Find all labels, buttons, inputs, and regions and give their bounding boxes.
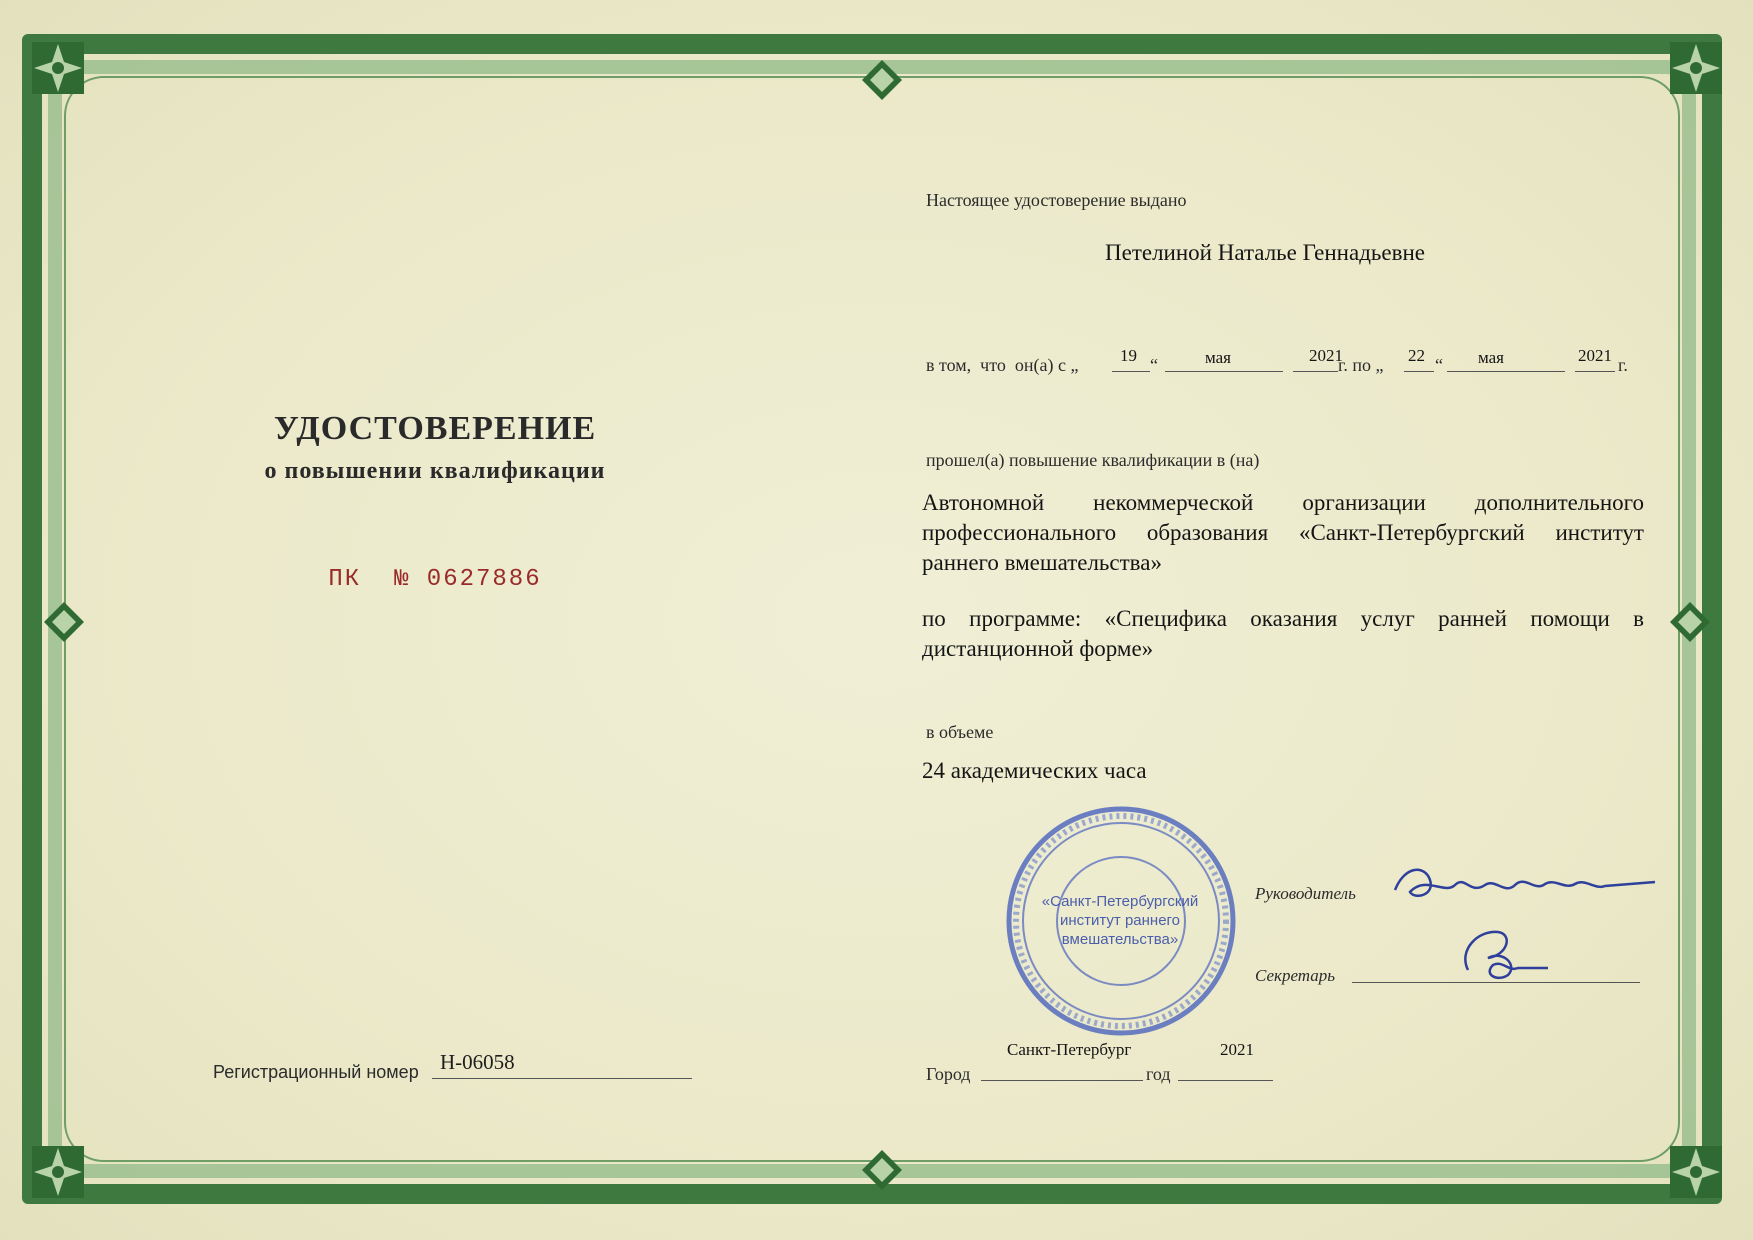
volume-value: 24 академических часа (922, 758, 1147, 783)
year-label: год (1146, 1064, 1171, 1084)
from-month-underline (1165, 371, 1283, 372)
to-month-underline (1447, 371, 1565, 372)
to-month: мая (1478, 348, 1505, 367)
period-suffix: г. (1618, 355, 1628, 375)
corner-ornament-icon (1668, 1144, 1724, 1200)
diamond-ornament-icon (42, 600, 86, 644)
program-name: по программе: «Специфика оказания услуг ранней помощи в дистанционной форме» (922, 606, 1644, 661)
registration-number: Н-06058 (440, 1050, 515, 1074)
open-quote-1: “ (1150, 355, 1158, 375)
secretary-signature-icon (1448, 920, 1558, 990)
corner-ornament-icon (30, 1144, 86, 1200)
to-year-underline (1575, 371, 1615, 372)
diamond-ornament-icon (860, 58, 904, 102)
corner-ornament-icon (30, 40, 86, 96)
city-value: Санкт-Петербург (1007, 1040, 1132, 1059)
secretary-label: Секретарь (1255, 966, 1335, 985)
training-label: прошел(а) повышение квалификации в (на) (926, 450, 1260, 470)
to-day-underline (1404, 371, 1434, 372)
diamond-ornament-icon (860, 1148, 904, 1192)
document-title: УДОСТОВЕРЕНИЕ (273, 410, 597, 447)
period-mid: г. по „ (1338, 355, 1384, 375)
to-year: 2021 (1578, 346, 1612, 365)
head-signature-line (1385, 900, 1655, 901)
recipient-name: Петелиной Наталье Геннадьевне (1105, 240, 1425, 265)
head-signature-icon (1385, 860, 1665, 910)
organization-name: Автономной некоммерческой организации дополнительного профессионального образования «Санкт-Петербургский институт раннего вмешательства» (922, 490, 1644, 575)
year-value: 2021 (1220, 1040, 1254, 1059)
volume-label: в объеме (926, 722, 994, 742)
from-year: 2021 (1309, 346, 1343, 365)
from-year-underline (1293, 371, 1338, 372)
from-day: 19 (1120, 346, 1137, 365)
from-day-underline (1112, 371, 1150, 372)
open-quote-2: “ (1435, 355, 1443, 375)
to-day: 22 (1408, 346, 1425, 365)
city-label: Город (926, 1064, 971, 1084)
period-prefix: в том, что он(а) с „ (926, 355, 1079, 375)
diamond-ornament-icon (1668, 600, 1712, 644)
corner-ornament-icon (1668, 40, 1724, 96)
certificate-number: ПК № 0627886 (328, 566, 542, 593)
city-underline (981, 1080, 1143, 1081)
stamp-center-text: «Санкт-Петербургский институт раннего вмешательства» (1041, 893, 1199, 948)
recipient-underline (922, 275, 1644, 276)
from-month: мая (1205, 348, 1232, 367)
year-underline (1178, 1080, 1273, 1081)
document-subtitle: о повышении квалификации (264, 458, 606, 484)
registration-label: Регистрационный номер (213, 1062, 419, 1082)
issued-to-label: Настоящее удостоверение выдано (926, 190, 1187, 210)
head-label: Руководитель (1255, 884, 1356, 903)
registration-underline (432, 1078, 692, 1079)
